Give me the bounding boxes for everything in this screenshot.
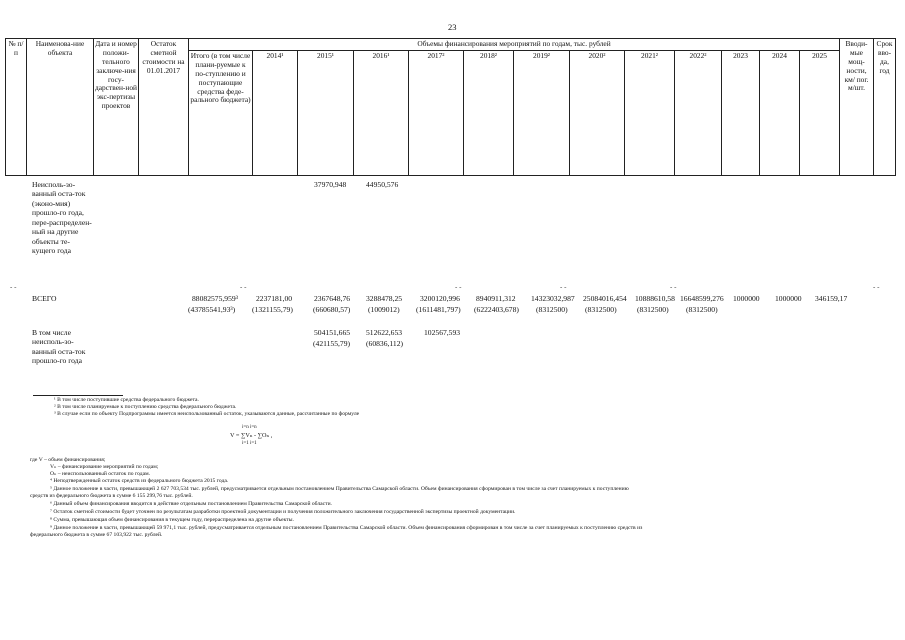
footnote-6: ⁶ Данный объем финансирования вводится в действие отдельным постановлением Правительства Самарской области. (50, 501, 332, 507)
table-body: Неисполь-зо-ванный оста-ток (эконо-мия) прошло-го года, пере-распределен-ный на другие объекты те-кущего года 37970,948 44950,576 - - - - - - - - - - - - ВСЕГО 88082575,959³ (43785541,93³) 2237181,00 (1321155,79) 2367648,76 (660680,57) 3288478,25 (1009012) 3200120,996 (1611481,797) 8940911,312 (6222403,678) 14323032,987 (8312500) 25084016,454 (8312500) 10888610,58 (8312500) 16648599,276 (8312500) 1000000 1000000 346159,17 В том числе неисполь-зо-ванный оста-ток прошло-го года 504151,665 (421155,79) 512622,653 (60836,112) 102567,593 (10, 180, 880, 366)
year-header: 2022² (675, 51, 722, 176)
value-2019: 14323032,987 (531, 294, 575, 303)
value-2020-sub: (8312500) (585, 305, 617, 314)
footnote-5: ⁵ Данное положение в части, превышающей 2 627 703,534 тыс. рублей, предусматривается отдельным постановлением Правительства Самарской области. Объем финансирования сформирован в том числе за счет планируемых к поступлению (50, 486, 629, 492)
value-2016-sub: (60836,112) (366, 339, 404, 348)
value-2022-sub: (8312500) (686, 305, 718, 314)
value-2023: 1000000 (733, 294, 760, 303)
value-2024: 1000000 (775, 294, 802, 303)
value-2015-sub: (660680,57) (313, 305, 351, 314)
year-header: 2025 (800, 51, 840, 176)
value-2017: 102567,593 (424, 328, 461, 337)
footnote-7: ⁷ Остаток сметной стоимости будет уточнен по результатам разработки проектной документации и получения положительного заключения государственной экспертизы проектной документации. (50, 509, 516, 515)
year-header: 2023 (722, 51, 760, 176)
value-2014: 2237181,00 (256, 294, 293, 303)
value-total-sub: (43785541,93³) (188, 305, 236, 314)
value-total: 88082575,959³ (192, 294, 238, 303)
footnote-1: ¹ В том числе поступившие средства федерального бюджета. (54, 397, 199, 403)
value-2017-sub: (1611481,797) (416, 305, 461, 314)
value-2025: 346159,17 (815, 294, 848, 303)
value-2016: 44950,576 (366, 180, 399, 189)
footnote-5-cont: средств из федерального бюджета в сумме 6 155 299,76 тыс. рублей. (30, 493, 193, 499)
value-2015: 504151,665 (314, 328, 351, 337)
value-2016-sub: (1009012) (368, 305, 400, 314)
footnote-4: ⁴ Неподтвержденный остаток средств из федерального бюджета 2015 года. (50, 478, 229, 484)
year-header: 2017² (409, 51, 464, 176)
value-2015-sub: (421155,79) (313, 339, 351, 348)
formula-expression: V = ∑Vₙ - ∑Oₙ , (230, 432, 273, 439)
row-label-unused: Неисполь-зо-ванный оста-ток (эконо-мия) прошло-го года, пере-распределен-ный на другие объекты те-кущего года (32, 180, 92, 256)
footnote-divider (33, 395, 123, 396)
col-balance-header: Остаток сметной стоимости на 01.01.2017 (139, 39, 189, 176)
value-2017: 3200120,996 (420, 294, 460, 303)
value-2018: 8940911,312 (476, 294, 516, 303)
row-label-total: ВСЕГО (32, 294, 57, 303)
col-date-header: Дата и номер положи-тельного заключе-ния госу-дарствен-ной экс-пертизы проектов (94, 39, 139, 176)
formula-lower-limits: i=1 i=1 (242, 441, 257, 446)
year-header: 2021² (625, 51, 675, 176)
year-header: 2019² (514, 51, 570, 176)
year-header: 2016¹ (354, 51, 409, 176)
value-2018-sub: (6222403,678) (474, 305, 519, 314)
year-header: 2014¹ (253, 51, 298, 176)
value-2021: 10888610,58 (635, 294, 675, 303)
formula-upper-limits: i=n i=n (242, 425, 257, 430)
row-label-incl-unused: В том числе неисполь-зо-ванный оста-ток прошло-го года (32, 328, 86, 366)
value-2015: 37970,948 (314, 180, 347, 189)
value-2019-sub: (8312500) (536, 305, 568, 314)
value-2015: 2367648,76 (314, 294, 351, 303)
footnote-9: ⁹ Данное положение в части, превышающей 59 971,1 тыс. рублей, предусматривается отдельным постановлением Правительства Самарской области. Объем финансирования сформирован в том числе за счет планируемых к поступлению средств из (50, 525, 643, 531)
footnote-9-cont: федерального бюджета в сумме 67 103,922 тыс. рублей. (30, 532, 163, 538)
value-2016: 512622,653 (366, 328, 403, 337)
col-num-header: № п/п (6, 39, 27, 176)
year-header: 2015¹ (298, 51, 354, 176)
year-header: 2024 (760, 51, 800, 176)
value-2014-sub: (1321155,79) (252, 305, 293, 314)
col-name-header: Наименова-ние объекта (27, 39, 94, 176)
group-header: Объемы финансирования мероприятий по годам, тыс. рублей (189, 39, 840, 51)
value-2016: 3288478,25 (366, 294, 403, 303)
year-header: 2018² (464, 51, 514, 176)
footnote-where-1: где V – объем финансирования; (30, 457, 106, 463)
page-number: 23 (448, 22, 457, 32)
value-2021-sub: (8312500) (637, 305, 669, 314)
col-total-header: Итого (в том числе плани-руемые к по-ступлению и поступающие средства феде-рального бюджета) (189, 51, 253, 176)
col-capacity-header: Вводи-мые мощ-ности, км/ пог. м/шт. (840, 39, 874, 176)
footnote-where-2: Vₙ – финансирование мероприятий по годам; (50, 464, 159, 470)
col-term-header: Срок вво-да, год (874, 39, 896, 176)
footnote-2: ² В том числе планируемые к поступлению средства федерального бюджета. (54, 404, 237, 410)
footnote-3: ³ В случае если по объекту Подпрограммы имеется неиспользованный остаток, указываются данные, рассчитанные по формуле (54, 411, 360, 417)
footnote-where-3: Oₙ – неиспользованный остаток по годам. (50, 471, 151, 477)
year-header: 2020² (570, 51, 625, 176)
value-2022: 16648599,276 (680, 294, 724, 303)
footnote-8: ⁸ Сумма, превышающая объем финансирования в текущем году, перераспределена на другие объекты. (50, 517, 294, 523)
value-2020: 25084016,454 (583, 294, 627, 303)
